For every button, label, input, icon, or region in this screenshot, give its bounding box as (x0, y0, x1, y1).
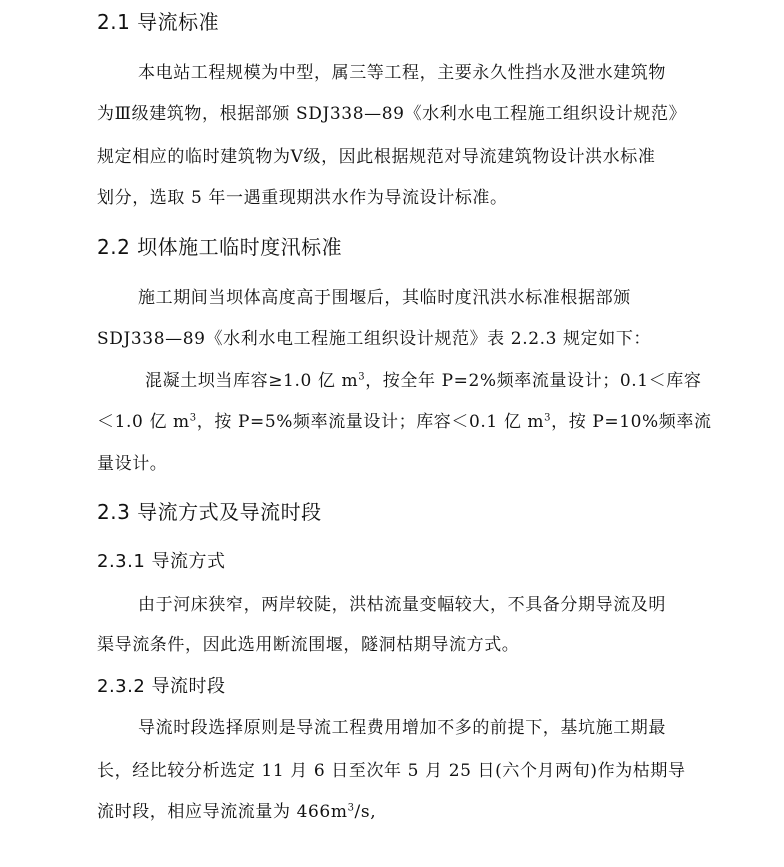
paragraph-line: 划分，选取 5 年一遇重现期洪水作为导流设计标准。 (97, 188, 508, 208)
heading-2-3-2: 2.3.2 导流时段 (97, 676, 226, 697)
paragraph-line: ＜1.0 亿 $m^3$，按 P=5%频率流量设计；库容＜0.1 亿 $m^3$，按 P=10%频率流 (97, 412, 712, 432)
paragraph-line: 规定相应的临时建筑物为Ⅴ级，因此根据规范对导流建筑物设计洪水标准 (97, 147, 656, 167)
paragraph-line: 量设计。 (97, 454, 168, 474)
paragraph-line: 导流时段选择原则是导流工程费用增加不多的前提下，基坑施工期最 (138, 718, 666, 738)
paragraph-line: SDJ338—89《水利水电工程施工组织设计规范》表 2.2.3 规定如下： (97, 329, 652, 349)
superscript: 3 (347, 802, 355, 814)
paragraph-line: 施工期间当坝体高度高于围堰后，其临时度汛洪水标准根据部颁 (138, 288, 631, 308)
paragraph-line: 长，经比较分析选定 11 月 6 日至次年 5 月 25 日(六个月两旬)作为枯期导 (97, 761, 686, 781)
heading-2-2: 2.2 坝体施工临时度汛标准 (97, 235, 343, 259)
heading-2-1: 2.1 导流标准 (97, 10, 220, 34)
superscript: 3 (189, 412, 197, 424)
heading-2-3-1: 2.3.1 导流方式 (97, 551, 226, 572)
paragraph-line: 混凝土坝当库容≥1.0 亿 $m^3$，按全年 P=2%频率流量设计；0.1＜库容 (145, 371, 702, 391)
paragraph-line: 本电站工程规模为中型，属三等工程，主要永久性挡水及泄水建筑物 (138, 63, 666, 83)
superscript: 3 (358, 371, 366, 383)
paragraph-line: 为Ⅲ级建筑物，根据部颁 SDJ338—89《水利水电工程施工组织设计规范》 (97, 104, 687, 124)
heading-2-3: 2.3 导流方式及导流时段 (97, 500, 322, 524)
superscript: 3 (544, 412, 552, 424)
paragraph-line: 流时段，相应导流流量为 $466m^3/s$, (97, 802, 377, 822)
paragraph-line: 渠导流条件，因此选用断流围堰，隧洞枯期导流方式。 (97, 635, 520, 655)
paragraph-line: 由于河床狭窄，两岸较陡，洪枯流量变幅较大，不具备分期导流及明 (138, 595, 666, 615)
